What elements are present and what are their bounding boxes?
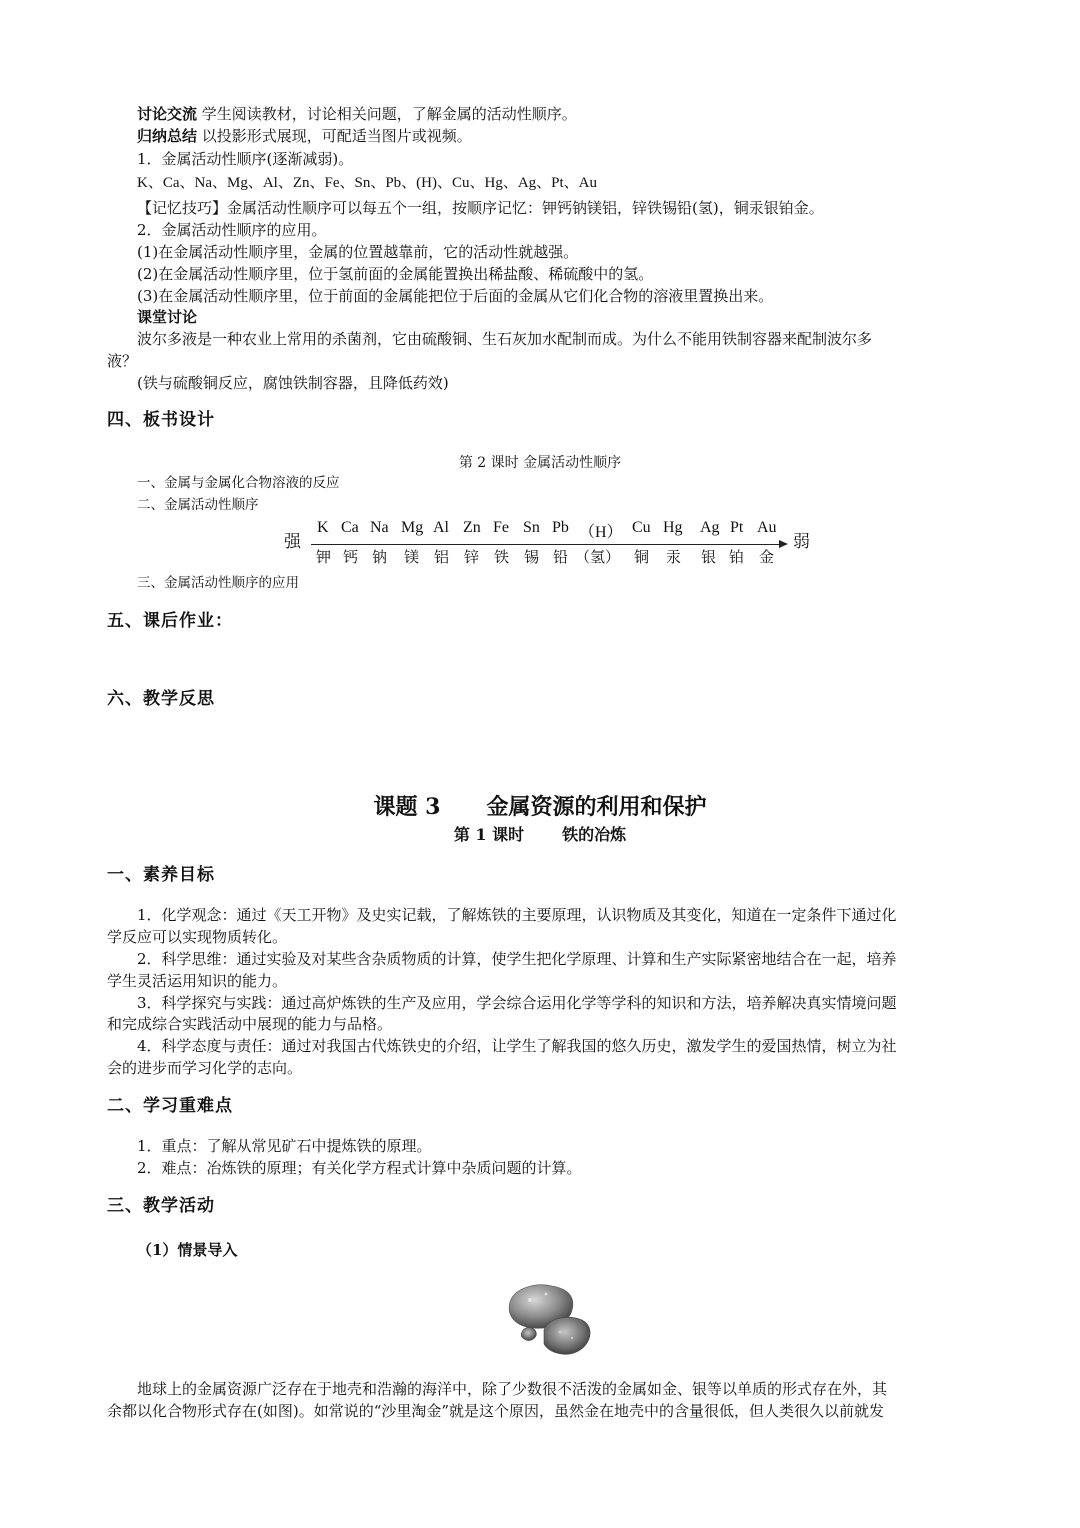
lesson-title-text: 金属资源的利用和保护: [486, 794, 707, 820]
discussion-text: 学生阅读教材，讨论相关问题，了解金属的活动性顺序。: [197, 105, 577, 123]
period-number: 第 1 课时: [453, 825, 525, 844]
intro-label: （1）情景导入: [137, 1241, 238, 1259]
key-points-heading: 二、学习重难点: [107, 1096, 233, 1116]
symbol: Au: [757, 519, 777, 536]
metal-name: 钠: [372, 548, 388, 566]
metal-name: 银: [701, 548, 717, 566]
strong-label: 强: [284, 532, 301, 552]
homework-heading: 五、课后作业：: [107, 611, 233, 631]
metal-name: 锌: [464, 548, 480, 566]
lesson-number: 课题 3: [373, 794, 441, 820]
symbol: Fe: [493, 519, 509, 536]
application-1: (1)在金属活动性顺序里，金属的位置越靠前，它的活动性就越强。: [137, 243, 579, 261]
question-line-1: 波尔多液是一种农业上常用的杀菌剂，它由硫酸铜、生石灰加水配制而成。为什么不能用铁制容器来配制波尔多: [137, 330, 873, 348]
activity-arrow-line: [311, 544, 781, 545]
goal-1-a: 1．化学观念：通过《天工开物》及史实记载，了解炼铁的主要原理，认识物质及其变化，知道在一定条件下通过化: [137, 906, 897, 924]
application-3: (3)在金属活动性顺序里，位于前面的金属能把位于后面的金属从它们化合物的溶液里置换出来。: [137, 287, 774, 305]
board-line-2: 二、金属活动性顺序: [137, 497, 259, 513]
answer-line: (铁与硫酸铜反应，腐蚀铁制容器，且降低药效): [137, 374, 449, 392]
goal-4-a: 4．科学态度与责任：通过对我国古代炼铁史的介绍，让学生了解我国的悠久历史，激发学生的爱国热情，树立为社: [137, 1037, 897, 1055]
goal-3-a: 3．科学探究与实践：通过高炉炼铁的生产及应用，学会综合运用化学等学科的知识和方法，培养解决真实情境问题: [137, 994, 897, 1012]
reflection-heading: 六、教学反思: [107, 689, 215, 709]
question-line-2: 液？: [107, 352, 138, 370]
symbol: Ca: [341, 519, 359, 536]
key-point-1: 1．重点：了解从常见矿石中提炼铁的原理。: [137, 1137, 432, 1155]
metal-name: 铂: [729, 548, 745, 566]
class-discussion-label: 课堂讨论: [137, 308, 198, 326]
lesson-title: [0, 793, 1080, 821]
symbol: Na: [370, 519, 389, 536]
metal-name: 铜: [634, 548, 650, 566]
metal-name: 铁: [494, 548, 510, 566]
symbol: K: [317, 519, 329, 536]
metal-name: 镁: [404, 548, 420, 566]
board-line-3: 三、金属活动性顺序的应用: [137, 575, 299, 591]
metal-name: 铅: [553, 548, 569, 566]
paragraph-line-2: 余都以化合物形式存在(如图)。如常说的“沙里淘金”就是这个原因，虽然金在地壳中的含量很低，但人类很久以前就发: [107, 1402, 885, 1420]
period-title-text: 铁的冶炼: [562, 825, 627, 844]
discussion-line: [137, 104, 577, 124]
goal-3-b: 和完成综合实践活动中展现的能力与品格。: [107, 1015, 393, 1033]
symbol: （H）: [579, 524, 623, 541]
symbol: Mg: [401, 519, 424, 536]
board-line-1: 一、金属与金属化合物溶液的反应: [137, 475, 340, 491]
symbol: Cu: [632, 519, 651, 536]
goal-1-b: 学反应可以实现物质转化。: [107, 928, 288, 946]
metal-name: 金: [759, 548, 775, 566]
summary-label: 归纳总结: [137, 127, 198, 145]
summary-text: 以投影形式展现，可配适当图片或视频。: [197, 127, 472, 145]
symbol: Hg: [663, 519, 683, 536]
key-point-2: 2．难点：冶炼铁的原理；有关化学方程式计算中杂质问题的计算。: [137, 1159, 582, 1177]
activity-heading: 三、教学活动: [107, 1196, 215, 1216]
memory-tip: 【记忆技巧】金属活动性顺序可以每五个一组，按顺序记忆：钾钙钠镁铝，锌铁锡铅(氢)，铜汞银铂金。: [137, 199, 824, 217]
symbol: Pb: [552, 519, 569, 536]
application-2: (2)在金属活动性顺序里，位于氢前面的金属能置换出稀盐酸、稀硫酸中的氢。: [137, 265, 654, 283]
goal-4-b: 会的进步而学习化学的志向。: [107, 1059, 303, 1077]
discussion-label: 讨论交流: [137, 105, 198, 123]
symbol: Sn: [523, 519, 540, 536]
summary-line: [137, 126, 472, 146]
symbol: Pt: [730, 519, 744, 536]
symbol: Al: [433, 519, 449, 536]
board-design-title: 第 2 课时 金属活动性顺序: [458, 455, 622, 471]
metal-name: 铝: [434, 548, 450, 566]
metal-name: 钙: [343, 548, 359, 566]
board-design-heading: 四、板书设计: [107, 410, 215, 430]
item-1: 1．金属活动性顺序(逐渐减弱)。: [137, 150, 354, 168]
metal-name: 锡: [524, 548, 540, 566]
goal-2-b: 学生灵活运用知识的能力。: [107, 972, 288, 990]
paragraph-line-1: 地球上的金属资源广泛存在于地壳和浩瀚的海洋中，除了少数很不活泼的金属如金、银等以单质的形式存在外，其: [137, 1380, 888, 1398]
metal-series-line: K、Ca、Na、Mg、Al、Zn、Fe、Sn、Pb、(H)、Cu、Hg、Ag、Pt、Au: [137, 175, 598, 191]
item-2: 2．金属活动性顺序的应用。: [137, 221, 327, 239]
metal-name: （氢）: [575, 548, 621, 566]
symbol: Zn: [463, 519, 481, 536]
goals-heading: 一、素养目标: [107, 865, 215, 885]
goal-2-a: 2．科学思维：通过实验及对某些含杂质物质的计算，使学生把化学原理、计算和生产实际紧密地结合在一起，培养: [137, 950, 897, 968]
symbol: Ag: [700, 519, 720, 536]
weak-label: 弱: [793, 532, 810, 552]
activity-arrow-head: [779, 540, 788, 548]
ore-rocks-image: [500, 1280, 600, 1364]
metal-name: 钾: [316, 548, 332, 566]
metal-name: 汞: [666, 548, 682, 566]
period-title: [0, 825, 1080, 845]
